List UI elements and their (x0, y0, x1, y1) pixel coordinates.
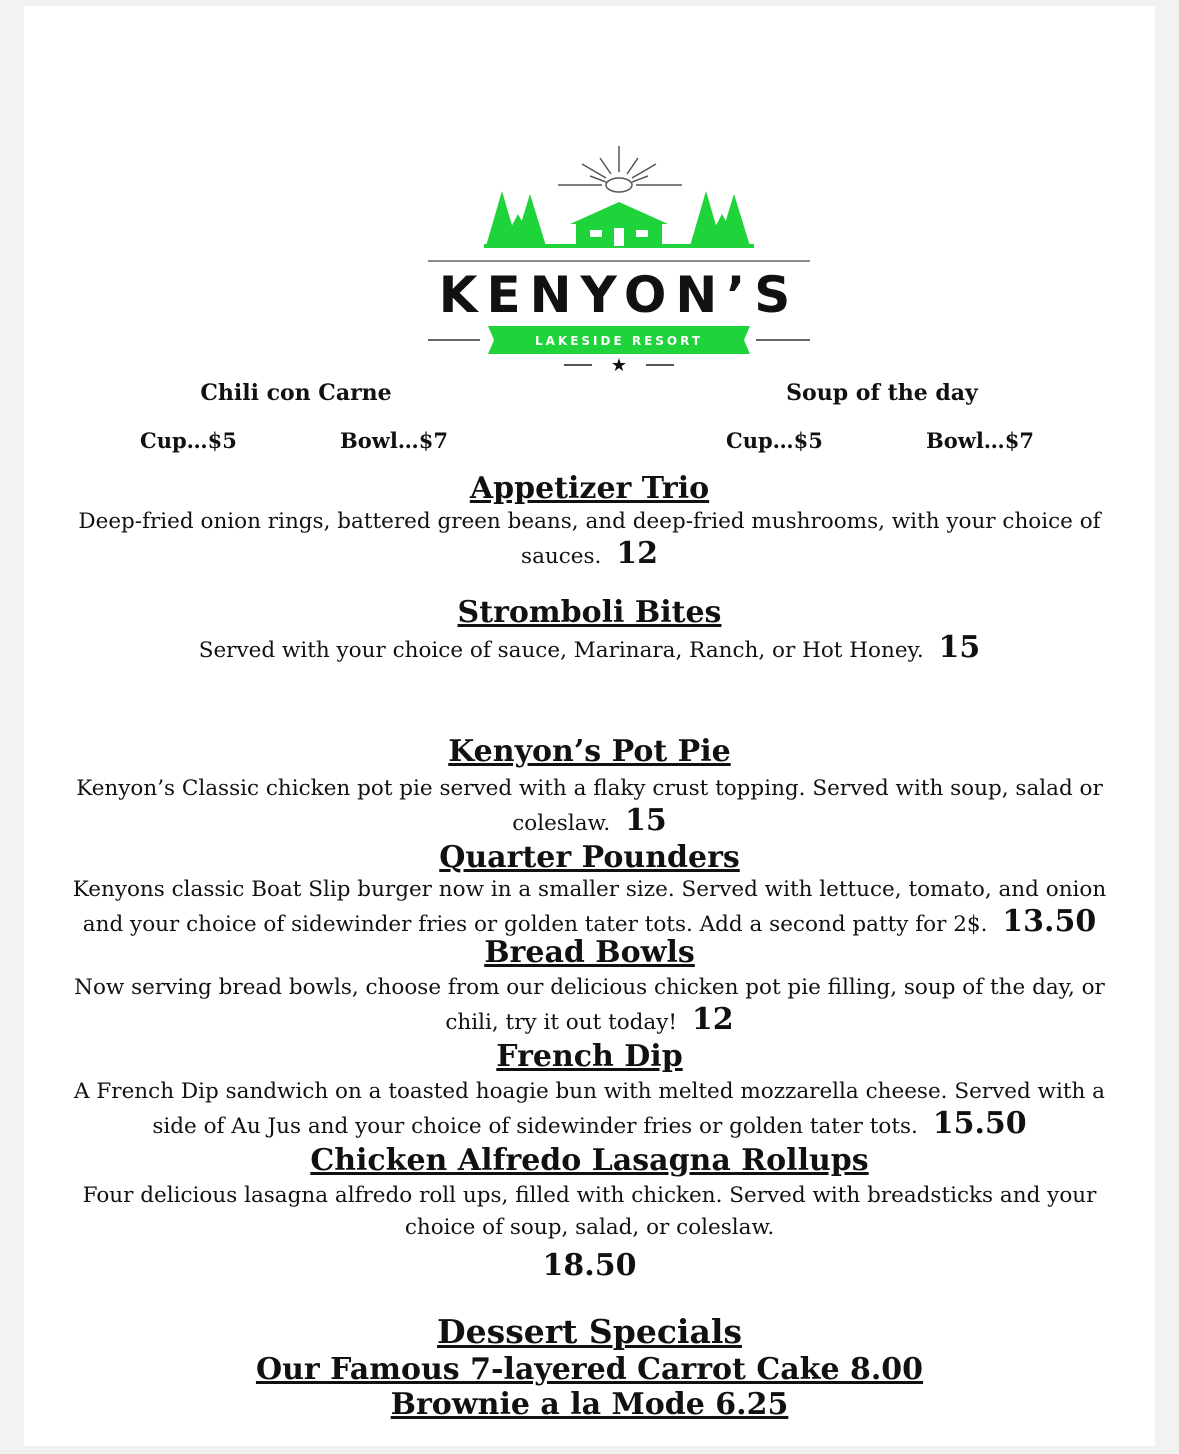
menu-item-description (54, 773, 1125, 840)
dessert-title: Dessert Specials (437, 1312, 742, 1351)
menu-item-title: Chicken Alfredo Lasagna Rollups (310, 1143, 869, 1178)
menu-item-title: Appetizer Trio (469, 471, 710, 506)
dessert-item: Our Famous 7-layered Carrot Cake 8.00 (255, 1352, 924, 1387)
menu-item-description (54, 874, 1125, 941)
menu-item-price: 15.50 (932, 1106, 1027, 1141)
menu-item-title: Quarter Pounders (439, 840, 740, 875)
soup-cup-price: Cup…$5 (140, 428, 237, 453)
menu-item-description-text: Served with your choice of sauce, Marinara, Ranch, or Hot Honey. (198, 638, 931, 663)
logo-tagline-text: LAKESIDE RESORT (534, 334, 704, 348)
menu-item-description (54, 972, 1125, 1039)
menu-item-title: Bread Bowls (484, 935, 695, 970)
soup-bowl-price: Bowl…$7 (340, 428, 449, 453)
sun-icon (558, 146, 682, 192)
menu-item-description-text: Deep-fried onion rings, battered green beans, and deep-fried mushrooms, with your choice of sauces. (78, 509, 1101, 569)
menu-item-description-text: Four delicious lasagna alfredo roll ups, filled with chicken. Served with breadsticks and your choice of soup, salad, or coleslaw. (82, 1183, 1097, 1240)
soup-title: Soup of the day (786, 380, 978, 406)
menu-item-description (54, 506, 1125, 573)
menu-item-price: 15 (938, 630, 981, 665)
menu-item-price: 12 (691, 1002, 734, 1037)
menu-item-title: Stromboli Bites (457, 595, 722, 630)
menu-item-description (54, 632, 1125, 667)
menu-item-description (54, 1076, 1125, 1143)
kenyons-logo (420, 136, 816, 376)
menu-item-price: 18.50 (542, 1248, 637, 1283)
menu-item-description-text: A French Dip sandwich on a toasted hoagie bun with melted mozzarella cheese. Served with a side of Au Jus and your choice of sidewinder fries or golden tater tots. (74, 1079, 1105, 1139)
soup-title: Chili con Carne (200, 380, 392, 406)
menu-item-price: 15 (625, 803, 667, 838)
soup-bowl-price: Bowl…$7 (926, 428, 1035, 453)
menu-item-description-text: Kenyons classic Boat Slip burger now in a smaller size. Served with lettuce, tomato, and onion and your choice of sidewinder fries or golden tater tots. Add a second patty for 2$. (72, 877, 1107, 937)
menu-item-title: Kenyon’s Pot Pie (448, 734, 731, 769)
menu-item-price: 13.50 (1002, 904, 1097, 939)
menu-item-description-text: Kenyon’s Classic chicken pot pie served with a flaky crust topping. Served with soup, salad or coleslaw. (76, 776, 1103, 836)
logo-brand-text: KENYON’S (438, 266, 800, 324)
menu-page (24, 6, 1155, 1446)
menu-item-price: 12 (616, 536, 658, 571)
soup-cup-price: Cup…$5 (726, 428, 823, 453)
star-icon: ★ (610, 355, 628, 376)
menu-item-title: French Dip (496, 1039, 683, 1074)
dessert-item: Brownie a la Mode 6.25 (390, 1387, 789, 1422)
menu-item-description (54, 1180, 1125, 1288)
menu-item-description-text: Now serving bread bowls, choose from our delicious chicken pot pie filling, soup of the day, or chili, try it out today! (74, 975, 1105, 1035)
